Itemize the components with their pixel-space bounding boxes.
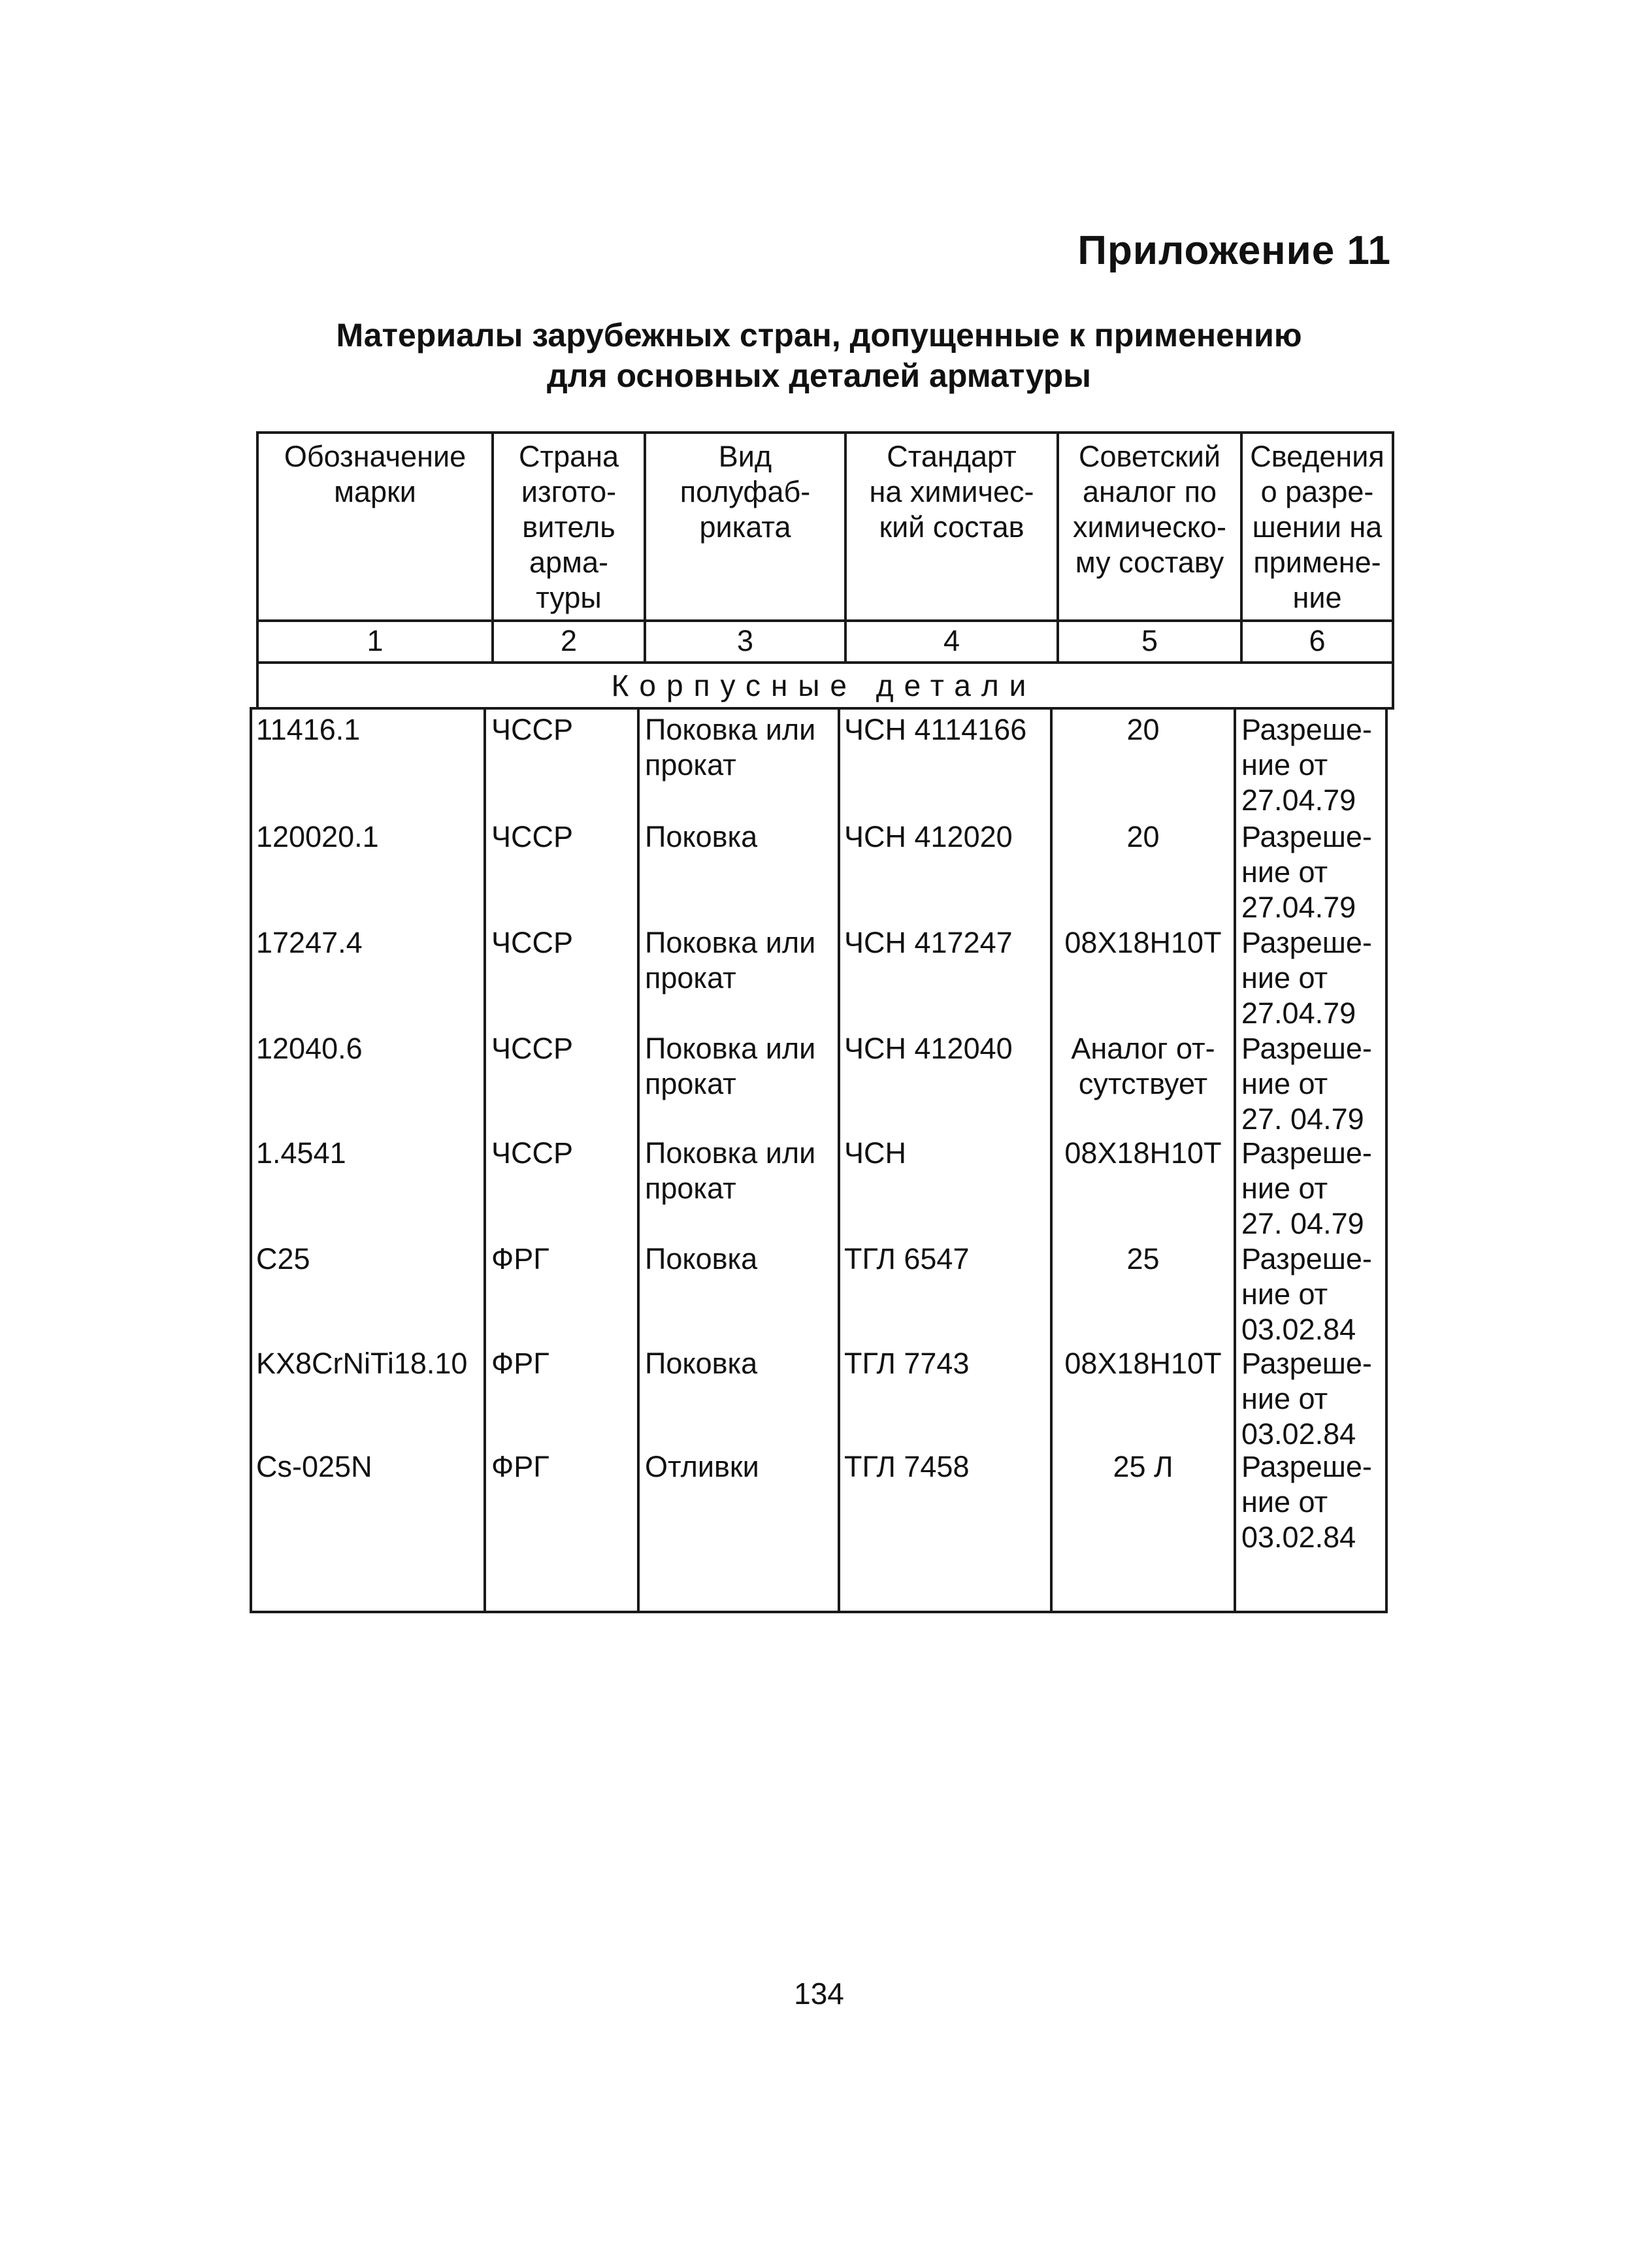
cell-permit: Разреше- — [1241, 1347, 1372, 1380]
cell-product: Поковка или — [645, 1032, 816, 1065]
cell-product: Поковка — [645, 1347, 758, 1380]
body-column-rule — [1385, 707, 1388, 1613]
cell-permit: 27.04.79 — [1241, 783, 1356, 817]
body-column-rule — [483, 707, 486, 1613]
cell-analog: 08Х18Н10Т — [1064, 1136, 1222, 1170]
cell-standard: ТГЛ 6547 — [844, 1242, 970, 1275]
cell-standard: ЧСН 4114166 — [844, 713, 1027, 746]
header-cell: Сведения о разре- шении на примене- ние — [1250, 440, 1384, 614]
cell-analog: 20 — [1126, 713, 1160, 746]
cell-mark: 17247.4 — [256, 926, 363, 959]
cell-analog: 08Х18Н10Т — [1064, 926, 1222, 959]
cell-product: Поковка — [645, 1242, 758, 1275]
cell-permit: ние от — [1241, 1382, 1328, 1415]
cell-permit: Разреше- — [1241, 1136, 1372, 1170]
body-column-rule — [1234, 707, 1236, 1613]
cell-mark: C25 — [256, 1242, 310, 1275]
table-top-border — [256, 431, 1394, 434]
cell-product: Поковка или — [645, 1136, 816, 1170]
cell-permit: ние от — [1241, 1485, 1328, 1519]
cell-permit: ние от — [1241, 855, 1328, 889]
cell-analog: 25 — [1126, 1242, 1160, 1275]
body-column-rule — [838, 707, 840, 1613]
cell-permit: 27. 04.79 — [1241, 1102, 1364, 1136]
title-line-2: для основных деталей арматуры — [546, 357, 1091, 394]
column-number: 2 — [560, 624, 578, 657]
column-number: 1 — [367, 624, 384, 657]
cell-mark: Cs-025N — [256, 1450, 372, 1483]
header-column-rule — [1392, 431, 1394, 661]
cell-mark: 120020.1 — [256, 820, 379, 853]
cell-mark: KX8CrNiTi18.10 — [256, 1347, 468, 1380]
column-numbers-bottom-border — [256, 661, 1394, 664]
cell-permit: Разреше- — [1241, 1242, 1372, 1275]
cell-standard: ЧСН — [844, 1136, 906, 1170]
section-right-rule — [1392, 661, 1394, 707]
cell-permit: Разреше- — [1241, 713, 1372, 746]
cell-standard: ЧСН 412040 — [844, 1032, 1013, 1065]
section-title: Корпусные детали — [611, 668, 1037, 702]
column-number: 3 — [736, 624, 754, 657]
cell-permit: ние от — [1241, 1277, 1328, 1311]
cell-standard: ТГЛ 7458 — [844, 1450, 970, 1483]
cell-product: прокат — [645, 748, 736, 781]
cell-permit: ние от — [1241, 1172, 1328, 1205]
title-line-1: Материалы зарубежных стран, допущенные к применению — [336, 317, 1302, 353]
cell-country: ФРГ — [491, 1242, 549, 1275]
cell-standard: ЧСН 412020 — [844, 820, 1013, 853]
cell-permit: 27. 04.79 — [1241, 1207, 1364, 1240]
cell-product: прокат — [645, 1067, 736, 1100]
cell-permit: ние от — [1241, 1067, 1328, 1100]
cell-product: Поковка или — [645, 926, 816, 959]
cell-permit: 27.04.79 — [1241, 996, 1356, 1030]
page-number: 134 — [794, 1977, 844, 2011]
header-cell: Вид полуфаб- риката — [680, 440, 811, 544]
cell-country: ЧССР — [491, 926, 574, 959]
column-number: 6 — [1309, 624, 1326, 657]
body-column-rule — [250, 707, 252, 1613]
header-cell: Обозначение марки — [284, 440, 467, 508]
cell-permit: Разреше- — [1241, 820, 1372, 853]
cell-product: прокат — [645, 961, 736, 994]
cell-country: ЧССР — [491, 1032, 574, 1065]
cell-mark: 12040.6 — [256, 1032, 363, 1065]
cell-standard: ТГЛ 7743 — [844, 1347, 970, 1380]
section-bottom-border — [250, 707, 1394, 710]
cell-country: ФРГ — [491, 1450, 549, 1483]
header-cell: Советский аналог по химическо- му составу — [1073, 440, 1226, 579]
cell-analog: 08Х18Н10Т — [1064, 1347, 1222, 1380]
cell-permit: 27.04.79 — [1241, 891, 1356, 924]
cell-analog: 25 Л — [1113, 1450, 1173, 1483]
cell-permit: Разреше- — [1241, 926, 1372, 959]
cell-permit: 03.02.84 — [1241, 1313, 1356, 1346]
cell-mark: 1.4541 — [256, 1136, 346, 1170]
body-column-rule — [637, 707, 640, 1613]
cell-product: прокат — [645, 1172, 736, 1205]
cell-permit: 03.02.84 — [1241, 1417, 1356, 1451]
cell-analog: 20 — [1126, 820, 1160, 853]
header-cell: Стандарт на химичес- кий состав — [869, 440, 1034, 544]
header-bottom-border — [256, 619, 1394, 622]
cell-analog: Аналог от- — [1071, 1032, 1215, 1065]
cell-permit: 03.02.84 — [1241, 1520, 1356, 1554]
cell-country: ФРГ — [491, 1347, 549, 1380]
cell-country: ЧССР — [491, 1136, 574, 1170]
appendix-label: Приложение 11 — [1077, 228, 1391, 273]
cell-permit: Разреше- — [1241, 1450, 1372, 1483]
column-number: 5 — [1141, 624, 1158, 657]
cell-country: ЧССР — [491, 820, 574, 853]
table-bottom-border — [250, 1611, 1388, 1613]
cell-product: Поковка — [645, 820, 758, 853]
cell-product: Отливки — [645, 1450, 759, 1483]
cell-country: ЧССР — [491, 713, 574, 746]
cell-permit: ние от — [1241, 961, 1328, 994]
cell-product: Поковка или — [645, 713, 816, 746]
column-number: 4 — [943, 624, 960, 657]
cell-mark: 11416.1 — [256, 713, 361, 746]
cell-analog: сутствует — [1078, 1067, 1208, 1100]
cell-standard: ЧСН 417247 — [844, 926, 1013, 959]
cell-permit: Разреше- — [1241, 1032, 1372, 1065]
cell-permit: ние от — [1241, 748, 1328, 781]
header-cell: Страна изгото- витель арма- туры — [518, 440, 619, 614]
